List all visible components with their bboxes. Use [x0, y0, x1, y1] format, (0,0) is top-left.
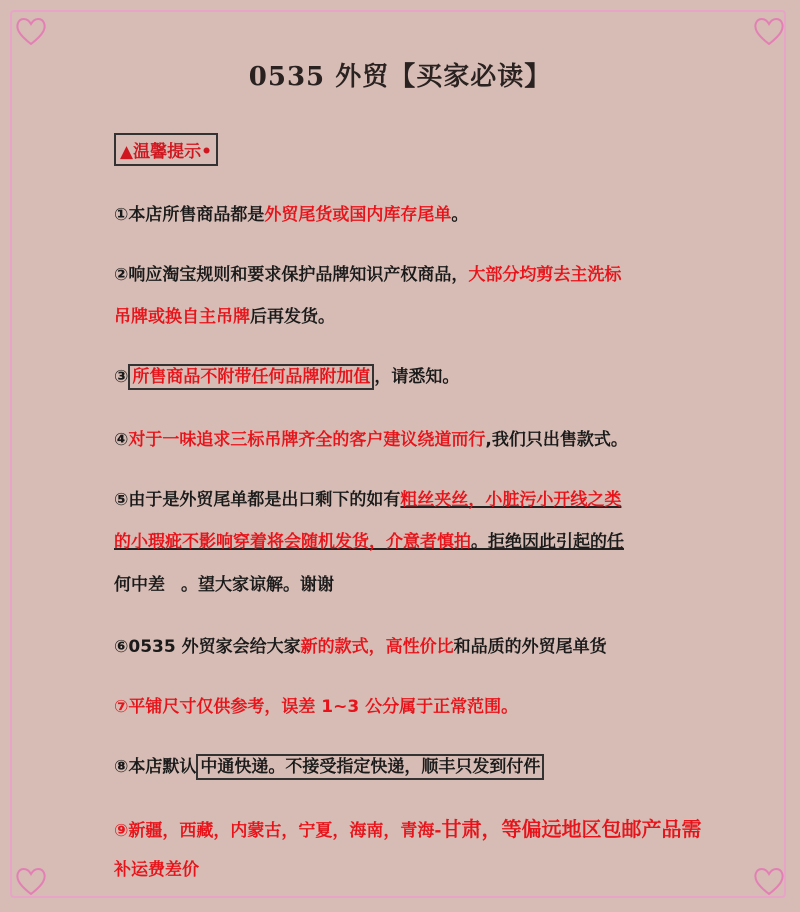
notice-item-9-cont [114, 855, 199, 880]
item-highlight-boxed: 所售商品不附带任何品牌附加值 [128, 364, 374, 390]
item-text: ③ [114, 367, 129, 387]
item-highlight: ⑨新疆，西藏，内蒙古，宁夏，海南，青海- [114, 821, 442, 841]
heart-corner-icon [14, 864, 48, 898]
item-highlight: 大部分均剪去主洗标 [468, 265, 622, 285]
notice-item-5 [114, 485, 621, 510]
item-text: ②响应淘宝规则和要求保护品牌知识产权商品， [114, 265, 469, 285]
heart-corner-icon [752, 864, 786, 898]
item-text: ⑧本店默认 [114, 757, 197, 777]
notice-item-4 [114, 425, 628, 450]
notice-item-9 [114, 813, 701, 842]
item-text: ,我们只出售款式。 [485, 430, 628, 450]
item-text: ①本店所售商品都是 [114, 205, 265, 225]
notice-item-1 [114, 200, 468, 225]
notice-item-5-cont2 [114, 570, 334, 595]
item-highlight: 外贸尾货或国内库存尾单 [264, 205, 452, 225]
item-highlight: 的小瑕疵不影响穿着将会随机发货，介意者慎拍 [114, 532, 471, 552]
heart-corner-icon [14, 14, 48, 48]
item-text: 后再发货。 [250, 307, 335, 327]
item-text: 何中差 [114, 575, 165, 595]
item-text: ，请悉知。 [374, 367, 460, 387]
item-boxed: 中通快递。不接受指定快递，顺丰只发到付件 [196, 754, 544, 780]
item-highlight: 吊牌或换自主吊牌 [114, 307, 250, 327]
item-text: 。拒绝因此引起的任 [471, 532, 624, 552]
item-text: ④ [114, 430, 129, 450]
item-text: 和品质的外贸尾单货 [453, 637, 607, 657]
notice-item-2-cont [114, 302, 335, 327]
item-highlight: 补运费差价 [114, 860, 199, 880]
notice-item-2 [114, 260, 621, 285]
tip-label: ▲温馨提示• [114, 133, 218, 166]
item-highlight: 对于一味追求三标吊牌齐全的客户建议绕道而行 [128, 430, 486, 450]
item-highlight: 新的款式，高性价比 [300, 637, 454, 657]
item-text: 。 [451, 205, 469, 225]
item-highlight: ⑦平铺尺寸仅供参考，误差 1~3 公分属于正常范围。 [114, 697, 519, 717]
page-title: 0535 外贸【买家必读】 [248, 62, 552, 92]
notice-item-8 [114, 752, 544, 777]
item-text: 。望大家谅解。谢谢 [181, 575, 334, 595]
item-text: ⑤由于是外贸尾单都是出口剩下的如有 [114, 490, 401, 510]
item-highlight: 粗丝夹丝，小脏污小开线之类 [400, 490, 622, 510]
item-highlight: 甘肃，等偏远地区包邮产品需 [441, 817, 702, 841]
notice-item-6 [114, 632, 607, 657]
heart-corner-icon [752, 14, 786, 48]
notice-item-7 [114, 692, 518, 717]
notice-item-3 [114, 362, 459, 387]
item-text: ⑥0535 外贸家会给大家 [114, 637, 301, 657]
notice-item-5-cont [114, 527, 624, 552]
